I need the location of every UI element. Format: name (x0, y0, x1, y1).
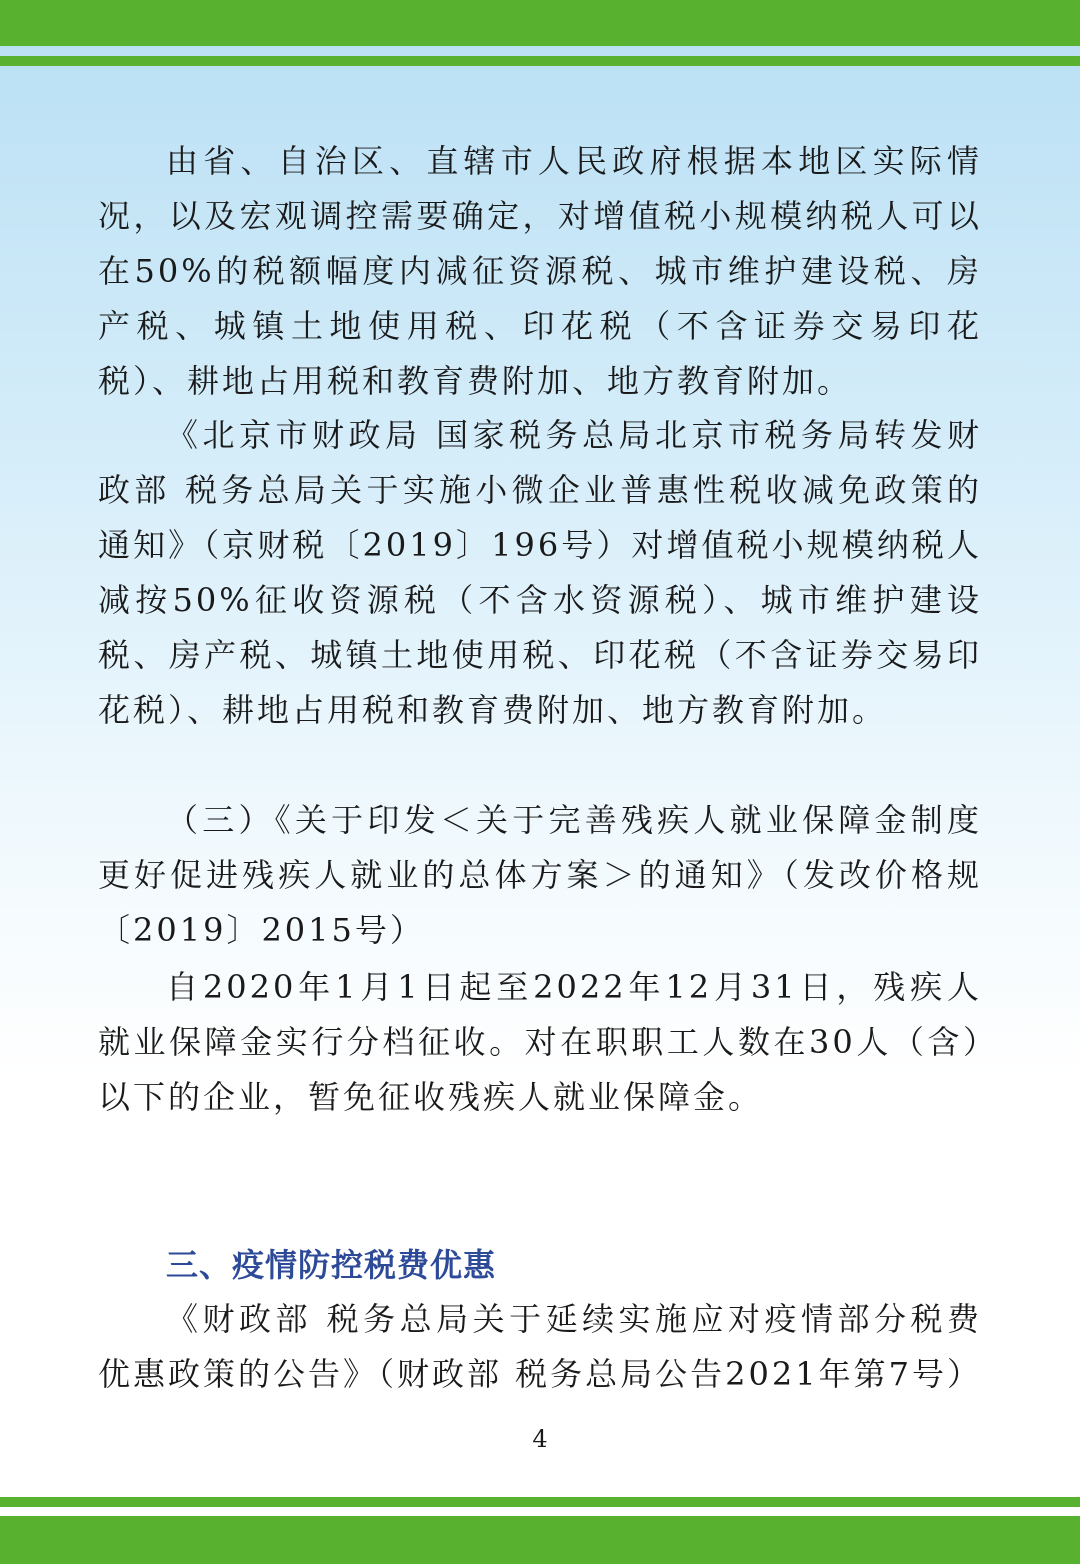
page-number: 4 (532, 1425, 548, 1453)
section-heading-epidemic-tax: 三、疫情防控税费优惠 (166, 1246, 497, 1284)
paragraph-beijing-notice: 《北京市财政局 国家税务总局北京市税务局转发财政部 税务总局关于实施小微企业普惠性税收减免政策的通知》（京财税〔2019〕196号）对增值税小规模纳税人减按50%征收资源税（不含水资源税）、城市维护建设税、房产税、城镇土地使用税、印花税（不含证券交易印花税）、耕地占用税和教育费附加、地方教育附加。 (98, 416, 982, 729)
paragraph-epidemic-announcement: 《财政部 税务总局关于延续实施应对疫情部分税费优惠政策的公告》（财政部 税务总局公告2021年第7号） (98, 1300, 982, 1393)
paragraph-local-tax-reduction: 由省、自治区、直辖市人民政府根据本地区实际情况，以及宏观调控需要确定，对增值税小规模纳税人可以在50%的税额幅度内减征资源税、城市维护建设税、房产税、城镇土地使用税、印花税（不含证券交易印花税）、耕地占用税和教育费附加、地方教育附加。 (98, 142, 982, 400)
top-decor-stripe (0, 56, 1080, 66)
paragraph-disability-fund-exemption: 自2020年1月1日起至2022年12月31日，残疾人就业保障金实行分档征收。对在职职工人数在30人（含）以下的企业，暂免征收残疾人就业保障金。 (98, 968, 982, 1116)
bottom-decor-stripe (0, 1497, 1080, 1507)
paragraph-disability-fund-title: （三）《关于印发＜关于完善残疾人就业保障金制度更好促进残疾人就业的总体方案＞的通知》（发改价格规〔2019〕2015号） (98, 801, 982, 949)
bottom-decor-band (0, 1516, 1080, 1564)
top-decor-band (0, 0, 1080, 46)
